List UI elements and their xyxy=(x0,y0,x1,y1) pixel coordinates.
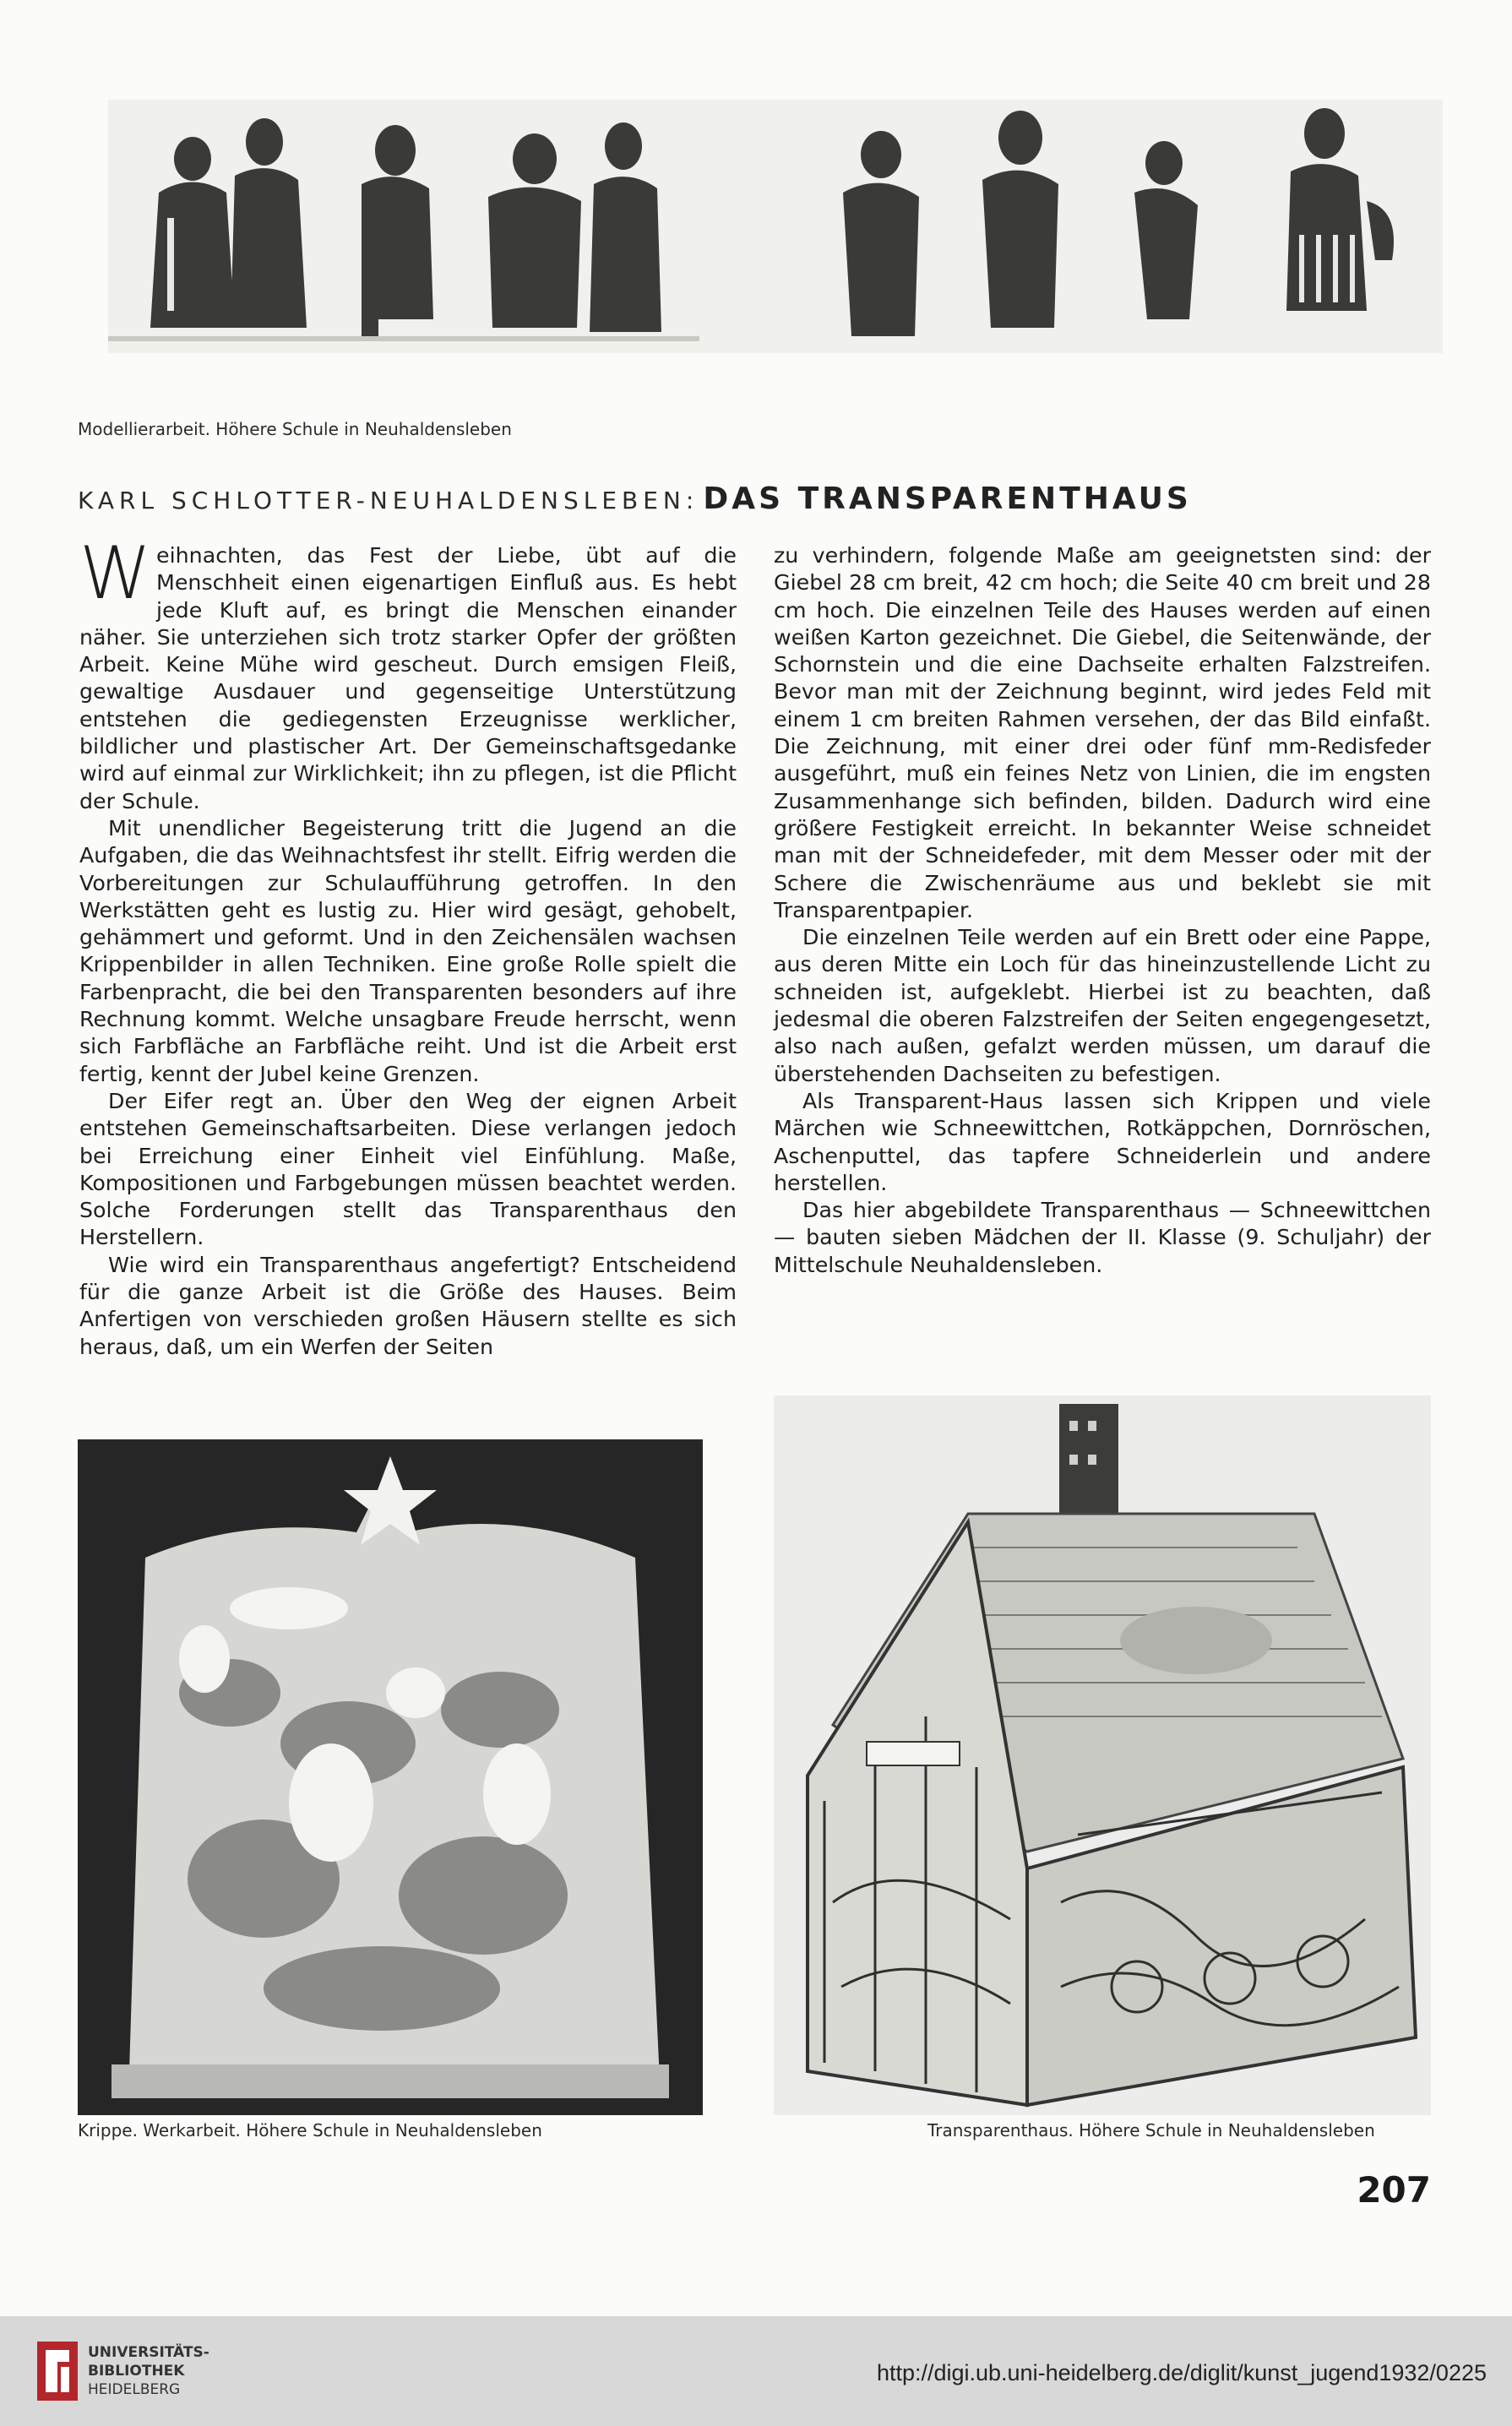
right-paragraph-4: Das hier abgebildete Transparenthaus — Schneewittchen — bauten sieben Mädchen der II. Klasse (9. Schuljahr) der Mittelschule Neuhaldensleben. xyxy=(774,1198,1431,1277)
digitization-footer xyxy=(0,2316,1512,2426)
source-url-link[interactable]: http://digi.ub.uni-heidelberg.de/diglit/kunst_jugend1932/0225 xyxy=(876,2360,1487,2385)
transparent-house-photo xyxy=(774,1395,1431,2115)
top-figure-caption: Modellierarbeit. Höhere Schule in Neuhaldensleben xyxy=(78,419,512,439)
library-name xyxy=(88,2343,209,2399)
left-column xyxy=(79,531,737,1361)
left-figure-caption: Krippe. Werkarbeit. Höhere Schule in Neuhaldensleben xyxy=(78,2120,542,2140)
left-paragraph-1 xyxy=(79,531,737,815)
university-library-logo-icon xyxy=(37,2342,78,2401)
right-column xyxy=(774,542,1431,1279)
crib-photo xyxy=(78,1439,703,2115)
figurines-photo xyxy=(108,100,1443,353)
article-author: KARL SCHLOTTER-NEUHALDENSLEBEN: xyxy=(78,487,699,514)
left-paragraph-2: Mit unendlicher Begeisterung tritt die Jugend an die Aufgaben, die das Weihnachtsfest ihr stellt. Eifrig werden die Vorbereitungen zur Schulaufführung getroffen. In den Werkstätten geht es lustig zu. Hier wird gesägt, gehobelt, gehämmert und geformt. Und in den Zeichensälen wachsen Krippenbilder in allen Techniken. Eine große Rolle spielt die Farbenpracht, die bei den Transparenten besonders auf ihre Rechnung kommt. Welche unsagbare Freude herrscht, wenn sich Farbfläche an Farbfläche reiht. Und ist die Arbeit erst fertig, kennt der Jubel keine Grenzen. xyxy=(79,815,737,1086)
right-figure-caption: Transparenthaus. Höhere Schule in Neuhaldensleben xyxy=(927,2120,1375,2140)
right-paragraph-1: zu verhindern, folgende Maße am geeignetsten sind: der Giebel 28 cm breit, 42 cm hoch; die Seite 40 cm breit und 28 cm hoch. Die einzelnen Teile des Hauses werden auf einen weißen Karton gezeichnet. Die Giebel, die Seitenwände, der Schornstein und die eine Dachseite erhalten Falzstreifen. Bevor man mit der Zeichnung beginnt, wird jedes Feld mit einem 1 cm breiten Rahmen versehen, der das Bild einfaßt. Die Zeichnung, mit einer drei oder fünf mm-Redisfeder ausgeführt, muß ein feines Netz von Linien, die im engsten Zusammenhange sich befinden, bilden. Dadurch wird eine größere Festigkeit erreicht. In bekannter Weise schneidet man mit der Schneidefeder, mit dem Messer oder mit der Schere die Zwischenräume aus und beklebt sie mit Transparentpapier. xyxy=(774,543,1431,922)
library-name-line-3: HEIDELBERG xyxy=(88,2381,181,2398)
right-paragraph-2: Die einzelnen Teile werden auf ein Brett oder eine Pappe, aus deren Mitte ein Loch für das hineinzustellende Licht zu schneiden ist, aufgeklebt. Hierbei ist zu beachten, daß jedesmal die oberen Falzstreifen der Seiten engegengesetzt, also nach außen, gefalzt werden müssen, um darauf die überstehenden Dachseiten zu befestigen. xyxy=(774,925,1431,1086)
left-paragraph-1-text: eihnachten, das Fest der Liebe, übt auf die Menschheit einen eigenartigen Einfluß aus. Es hebt jede Kluft auf, es bringt die Menschen einander näher. Sie unterziehen sich trotz starker Opfer der größten Arbeit. Keine Mühe wird gescheut. Durch emsigen Fleiß, gewaltige Ausdauer und gegenseitige Unterstützung entstehen die gediegensten Erzeugnisse werklicher, bildlicher und plastischer Art. Der Gemeinschaftsgedanke wird auf einmal zur Wirklichkeit; ihn zu pflegen, ist die Pflicht der Schule. xyxy=(79,543,737,813)
drop-cap: W xyxy=(79,531,152,616)
left-paragraph-3: Der Eifer regt an. Über den Weg der eignen Arbeit entstehen Gemeinschaftsarbeiten. Diese verlangen jedoch bei Erreichung einer Einheit viel Einfühlung. Maße, Kompositionen und Farbgebungen müssen beachtet werden. Solche Forderungen stellt das Transparenthaus den Herstellern. xyxy=(79,1088,737,1250)
article-title: DAS TRANSPARENTHAUS xyxy=(703,481,1192,516)
library-name-line-1: UNIVERSITÄTS- xyxy=(88,2344,209,2361)
page-number: 207 xyxy=(1357,2169,1431,2211)
left-paragraph-4: Wie wird ein Transparenthaus angefertigt? Entscheidend für die ganze Arbeit ist die Größe des Hauses. Beim Anfertigen von verschieden großen Häusern stellte es sich heraus, daß, um ein Werfen der Seiten xyxy=(79,1252,737,1359)
article-headline xyxy=(78,481,1446,520)
right-paragraph-3: Als Transparent-Haus lassen sich Krippen und viele Märchen wie Schneewittchen, Rotkäppchen, Dornröschen, Aschenputtel, das tapfere Schneiderlein und andere herstellen. xyxy=(774,1088,1431,1195)
library-name-line-2: BIBLIOTHEK xyxy=(88,2363,185,2380)
